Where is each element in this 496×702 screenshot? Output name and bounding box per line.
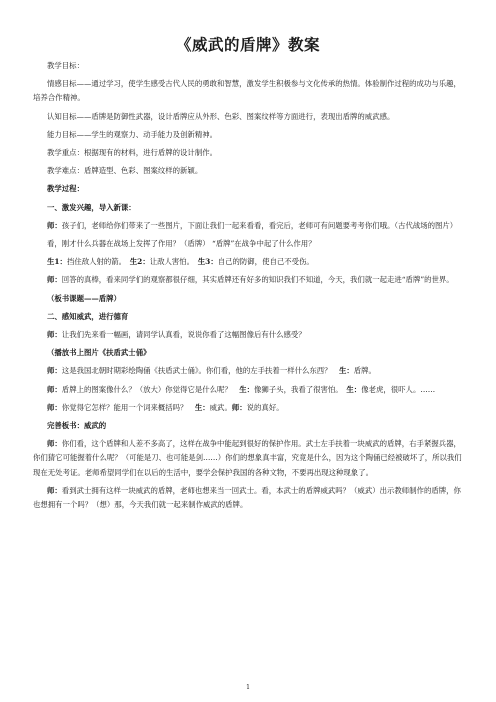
page-number: 1 [246, 684, 250, 691]
speaker-label: 师： [47, 485, 62, 495]
board-note: （板书课题——盾牌） [47, 293, 121, 303]
speaker-label: 生3： [197, 257, 218, 267]
dialogue-text: 挡住敌人射的箭。 [66, 257, 123, 267]
speaker-label: 生： [194, 402, 210, 412]
dialogue-line [33, 273, 463, 287]
difficulty: 教学难点：盾牌造型、色彩、图案纹样的新颖。 [47, 166, 203, 176]
speaker-label: 师： [47, 402, 62, 412]
speaker-label: 师： [47, 220, 62, 230]
dialogue-text: 像狮子头，我看了很害怕。 [254, 384, 339, 394]
dialogue-line [33, 328, 463, 342]
goal-heading: 教学目标： [47, 61, 84, 70]
dialogue-text: 你觉得它怎样？能用一个词来概括吗？ [61, 402, 188, 412]
key-point: 教学重点：根据现有的材料，进行盾牌的设计制作。 [47, 148, 217, 158]
dialogue-text: 盾牌。 [353, 366, 376, 376]
cognitive-goal: 认知目标——盾牌是防御性武器，设计盾牌应从外形、色彩、图案纹样等方面进行，表现出盾牌的威武感。 [47, 111, 395, 121]
dialogue-text: 自己的防御，使自己不受伤。 [217, 257, 314, 267]
speaker-label: 生1： [47, 257, 67, 267]
section-1-heading: 一、激发兴趣，导入新课： [47, 202, 136, 212]
document-body [33, 59, 463, 512]
process-heading: 教学过程： [47, 184, 84, 194]
dialogue-text: 看到武士拥有这样一块威武的盾牌，老师也想来当一回武士。看，本武士的盾牌威武吗？（威武）出示教师制作的盾牌，你也想拥有一个吗？（想）那，今天我们就一起来制作威武的盾牌。 [33, 485, 461, 510]
dialogue-line [33, 383, 463, 397]
board-note: 完善板书：威武的 [47, 421, 107, 431]
dialogue-line [33, 364, 463, 378]
speaker-label: 生： [338, 366, 354, 376]
emotion-goal: 情感目标——通过学习，使学生感受古代人民的勇敢和智慧，激发学生积极参与文化传承的热情。体验制作过程的成功与乐趣，培养合作精神。 [33, 79, 461, 103]
student-answers [33, 255, 463, 269]
section-2-heading: 二、感知威武，进行德育 [47, 311, 129, 321]
speaker-label: 生： [346, 384, 362, 394]
speaker-label: 生2： [129, 257, 150, 267]
teacher-question: 看，刚才什么兵器在战场上发挥了作用？（盾牌） “盾牌”在战争中起了什么作用？ [47, 239, 316, 249]
dialogue-text: 这是我国北朝时期彩绘陶俑《扶盾武士俑》。你们看，他的左手扶着一样什么东西？ [61, 366, 332, 376]
dialogue-text: 孩子们，老师给你们带来了一些图片，下面让我们一起来看看，看完后，老师可有问题要考考你们哦。（古代战场的图片） [61, 220, 458, 230]
dialogue-text: 你们看，这个盾牌和人差不多高了，这样在战争中能起到很好的保护作用。武士左手扶着一块威武的盾牌，右手紧握兵器，你们猜它可能握着什么呢？（可能是刀、也可能是剑……）你们的想象真丰富，究竟是什么，因为这个陶俑已经被破坏了，所以我们现在无处考证。老师希望同学们在以后的生活中，要学会保护我国的各种文物，不要再出现这种现象了。 [33, 439, 462, 477]
ability-goal: 能力目标——学生的观察力、动手能力及创新精神。 [47, 129, 217, 139]
dialogue-text: 威武。 [209, 402, 232, 412]
speaker-label: 师： [47, 366, 62, 376]
dialogue-text: 让我们先来看一幅画，请同学认真看，说说你看了这幅图像后有什么感受？ [61, 330, 306, 340]
speaker-label: 师： [47, 330, 62, 340]
dialogue-line [33, 484, 463, 512]
speaker-label: 生： [239, 384, 254, 394]
play-picture-note: （播放书上图片《扶盾武士俑》 [47, 348, 151, 358]
speaker-label: 师： [47, 275, 62, 285]
dialogue-text: 像老虎，很吓人。…… [361, 384, 436, 394]
speaker-label: 师： [231, 402, 247, 412]
dialogue-line [33, 401, 463, 415]
dialogue-line [33, 219, 463, 233]
speaker-label: 师： [47, 439, 62, 449]
lesson-title: 《威武的盾牌》教案 [175, 36, 320, 54]
dialogue-text: 让敌人害怕。 [149, 257, 191, 267]
dialogue-text: 盾牌上的图案像什么？（放大）你觉得它是什么呢？ [61, 384, 232, 394]
speaker-label: 师： [47, 384, 62, 394]
dialogue-text: 回答的真棒，看来同学们的观察都很仔细，其实盾牌还有好多的知识我们不知道，今天，我们就一起走进“盾牌”的世界。 [61, 275, 454, 285]
dialogue-text: 说的真好。 [246, 402, 284, 412]
dialogue-line [33, 437, 463, 480]
